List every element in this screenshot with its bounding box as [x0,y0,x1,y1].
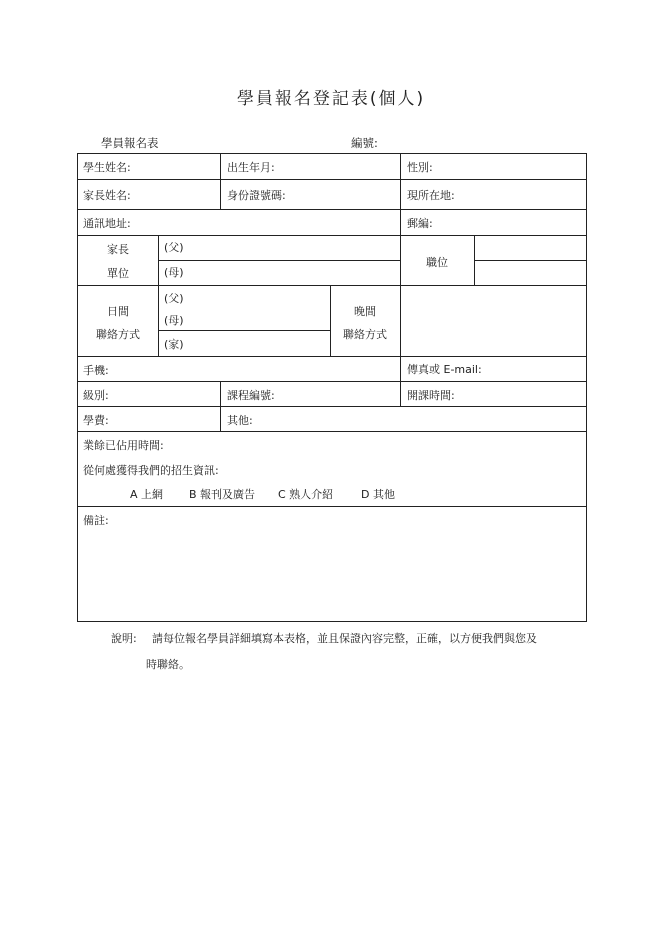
option-referral: C 熟人介紹 [278,488,334,501]
note-text-line1: 請每位報名學員詳細填寫本表格，並且保證內容完整，正確，以方便我們與您及 [152,632,537,645]
label-id-number: 身份證號碼: [227,189,286,202]
label-mother-unit: (母) [164,266,184,279]
label-occupied-spare-time: 業餘已佔用時間: [83,439,164,452]
label-father-phone: (父) [164,292,184,305]
column-divider [220,381,221,431]
note-text-line2: 時聯絡。 [146,658,190,671]
label-unit: 單位 [107,267,129,280]
label-gender: 性別: [407,161,433,174]
row-divider [474,260,586,261]
label-daytime-contact: 聯絡方式 [96,328,140,341]
column-divider [220,154,221,209]
label-parent-name: 家長姓名: [83,189,131,202]
header-serial-number: 編號: [351,136,378,150]
label-level: 級別: [83,389,109,402]
label-postcode: 郵編: [407,217,433,230]
label-daytime: 日間 [107,305,129,318]
row-divider [78,356,586,357]
row-divider [158,260,400,261]
column-divider [400,381,401,406]
note-label: 說明: [111,632,137,645]
label-evening: 晚間 [354,305,376,318]
column-divider [400,154,401,235]
row-divider [78,209,586,210]
label-info-source: 從何處獲得我們的招生資訊: [83,464,219,477]
label-mobile: 手機: [83,364,109,377]
label-position: 職位 [426,256,448,269]
label-mother-phone: (母) [164,314,184,327]
column-divider [400,356,401,381]
label-mailing-address: 通訊地址: [83,217,131,230]
label-remarks: 備註: [83,514,109,527]
registration-table [77,153,587,622]
label-birth-date: 出生年月: [227,161,275,174]
label-father-unit: (父) [164,241,184,254]
column-divider [330,285,331,356]
label-student-name: 學生姓名: [83,161,131,174]
row-divider [78,506,586,507]
label-fax-email: 傳真或 E-mail: [407,363,482,376]
row-divider [78,381,586,382]
column-divider [400,235,401,356]
label-course-number: 課程編號: [227,389,275,402]
label-current-location: 現所在地: [407,189,455,202]
form-title: 學員報名登記表(個人) [236,89,426,109]
label-fee: 學費: [83,414,109,427]
row-divider [78,406,586,407]
label-home-phone: (家) [164,338,184,351]
option-internet: A 上網 [130,488,164,501]
row-divider [78,285,586,286]
label-parent: 家長 [107,243,129,256]
label-other: 其他: [227,414,253,427]
option-newspaper-ads: B 報刊及廣告 [189,488,256,501]
column-divider [474,235,475,285]
row-divider [158,330,330,331]
column-divider [158,235,159,356]
row-divider [78,431,586,432]
label-start-time: 開課時間: [407,389,455,402]
label-evening-contact: 聯絡方式 [343,328,387,341]
header-form-name: 學員報名表 [101,136,159,150]
row-divider [78,179,586,180]
option-other: D 其他 [361,488,395,501]
row-divider [78,235,586,236]
